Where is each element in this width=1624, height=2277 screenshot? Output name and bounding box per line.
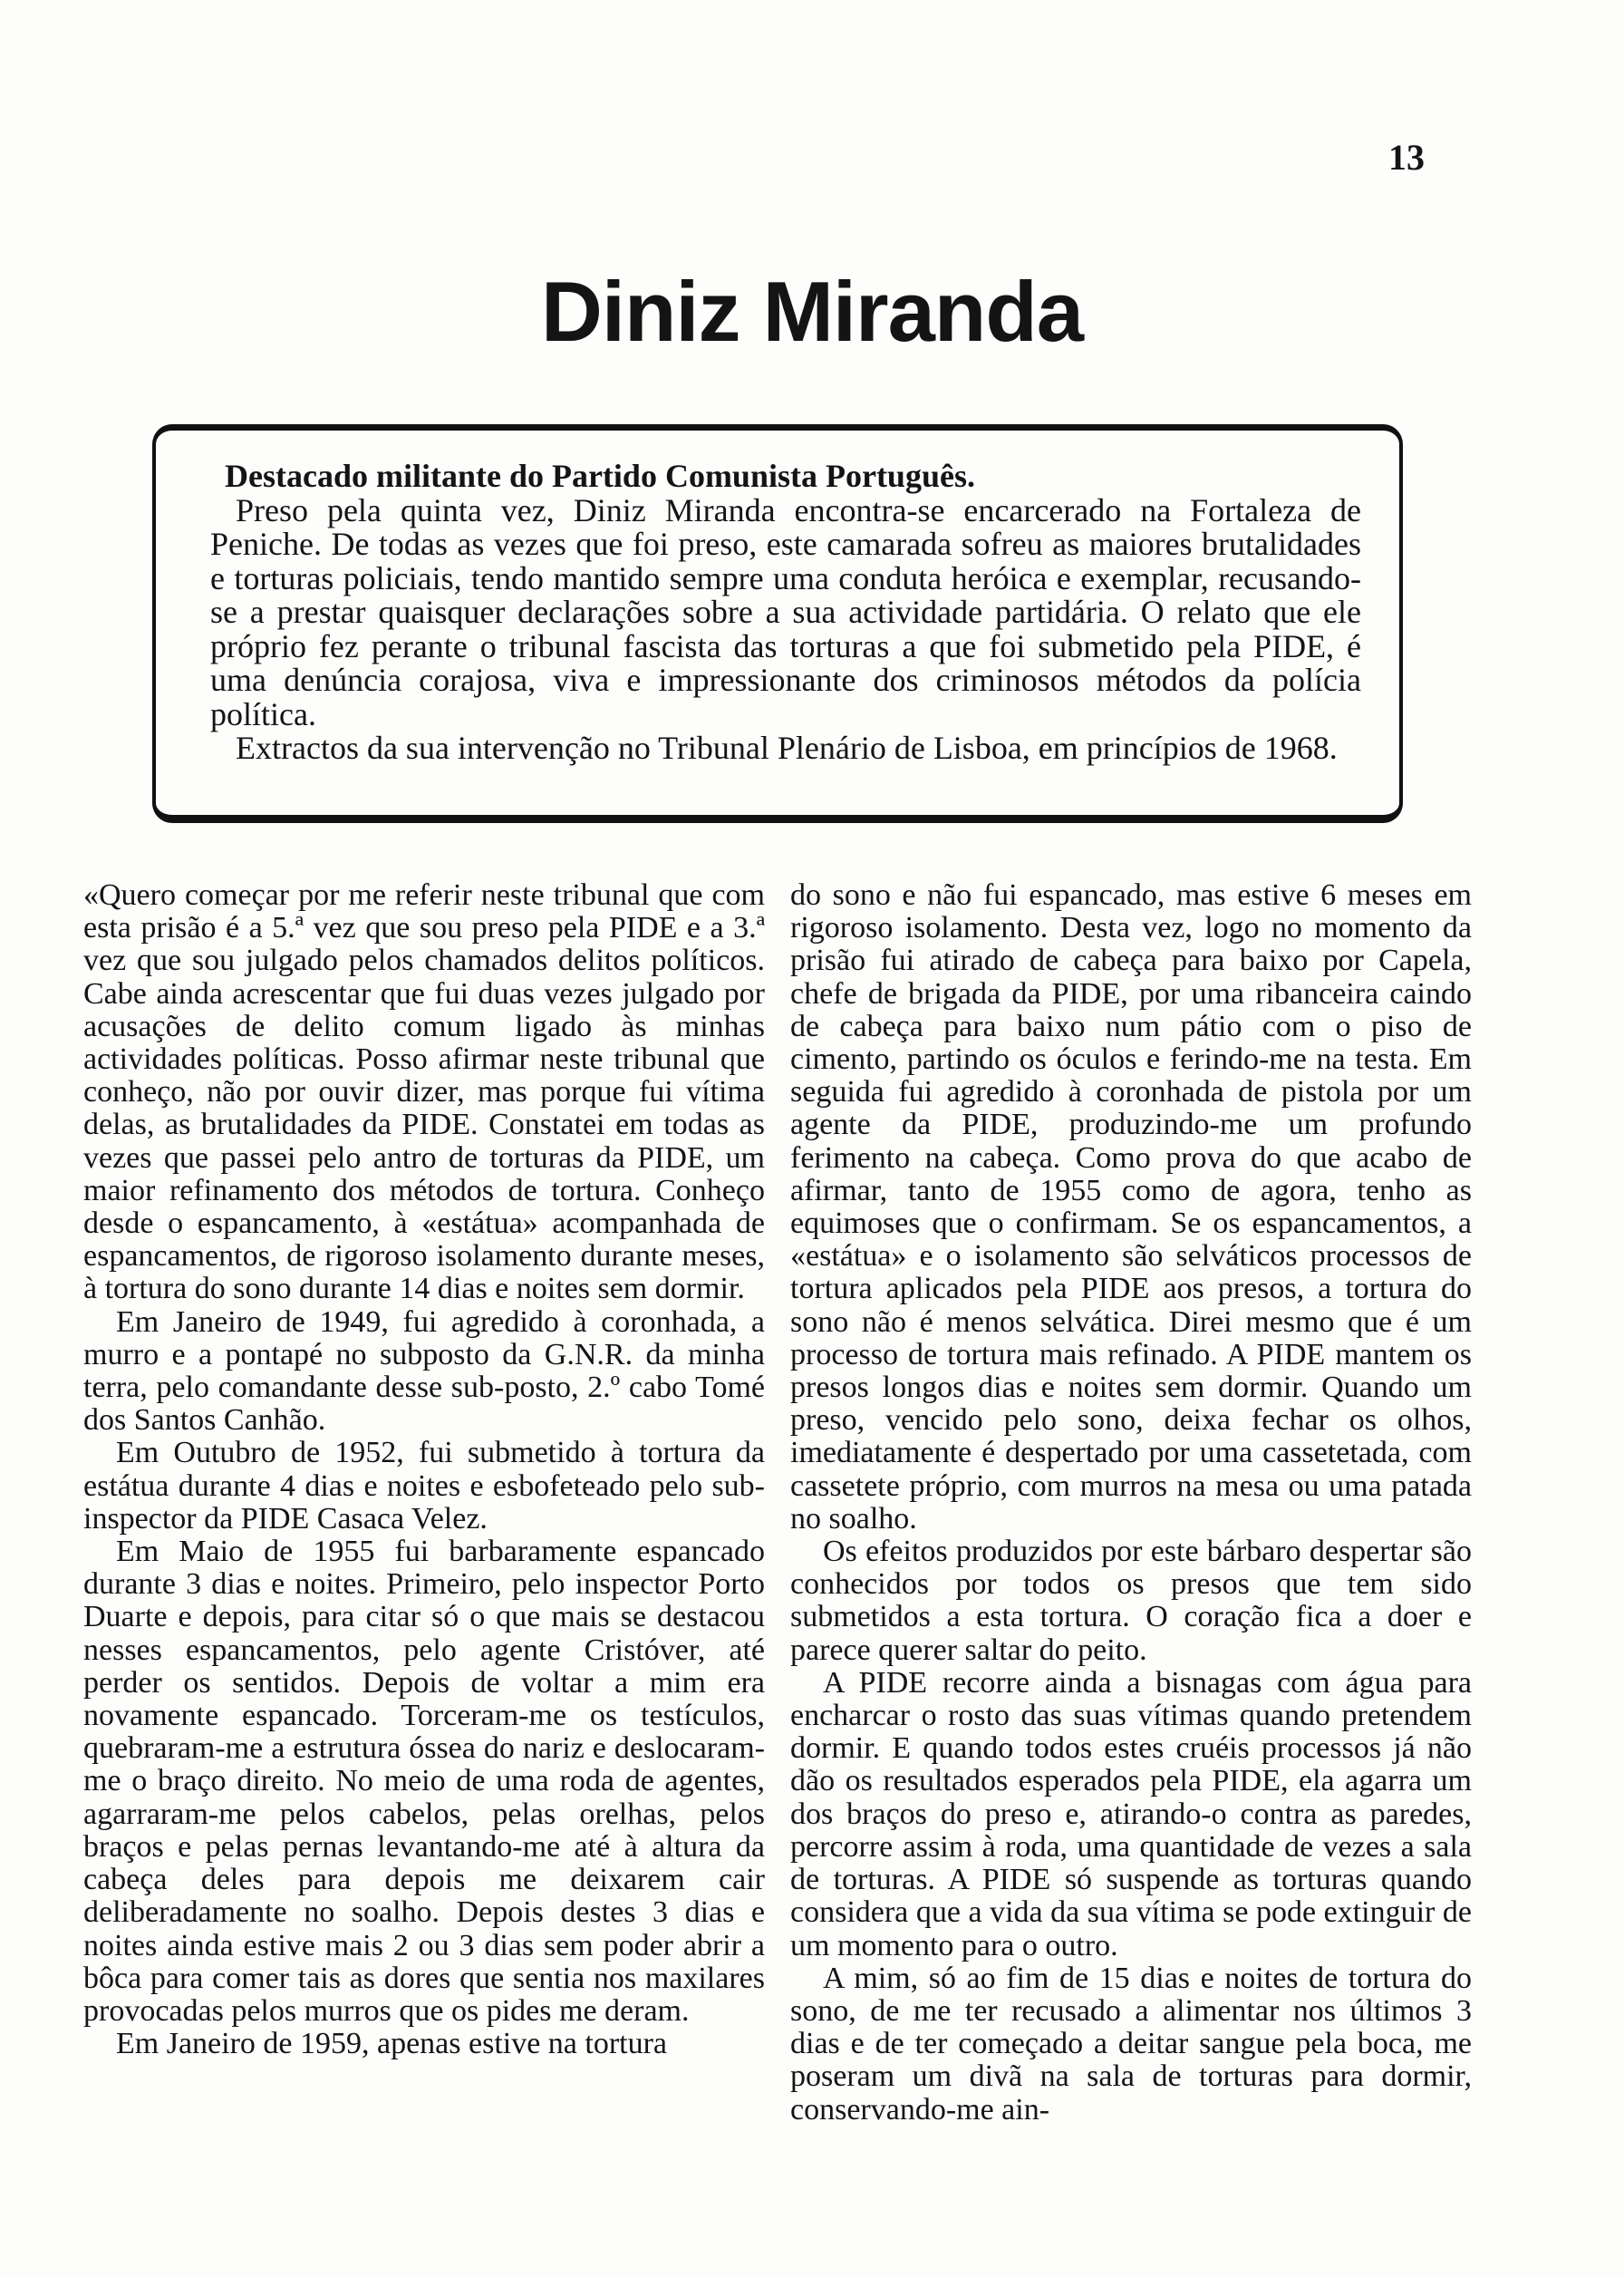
paragraph: Em Maio de 1955 fui barbaramente espancado durante 3 dias e noites. Primeiro, pelo inspector Porto Duarte e depois, para citar só o que mais se destacou nesses espancamentos, pelo agente Cristóver, até perder os sentidos. Depois de voltar a mim era novamente espancado. Torceram-me os testículos, quebraram-me a estrutura óssea do nariz e deslocaram-me o braço direito. No meio de uma roda de agentes, agarraram-me pelos cabelos, pelas orelhas, pelos braços e pelas pernas levantando-me até à altura da cabeça deles para depois me deixarem cair deliberadamente no soalho. Depois destes 3 dias e noites ainda estive mais 2 ou 3 dias sem poder abrir a bôca para comer tais as dores que sentia nos maxilares provocadas pelos murros que os pides me deram.	[83, 1535, 765, 2028]
paragraph: «Quero começar por me referir neste tribunal que com esta prisão é a 5.ª vez que sou preso pela PIDE e a 3.ª vez que sou julgado pelos chamados delitos políticos. Cabe ainda acrescentar que fui duas vezes julgado por acusações de delito comum ligado às minhas actividades políticas. Posso afirmar neste tribunal que conheço, não por ouvir dizer, mas porque fui vítima delas, as brutalidades da PIDE. Constatei em todas as vezes que passei pelo antro de torturas da PIDE, um maior refinamento dos métodos de tortura. Conheço desde o espancamento, à «estátua» acompanhada de espancamentos, de rigoroso isolamento durante meses, à tortura do sono durante 14 dias e noites sem dormir.	[83, 879, 765, 1306]
article-title: Diniz Miranda	[540, 264, 1084, 359]
paragraph: A mim, só ao fim de 15 dias e noites de tortura do sono, de me ter recusado a alimentar nos últimos 3 dias e de ter começado a deitar sangue pela boca, me poseram um divã na sala de torturas para dormir, conservando-me ain-	[790, 1961, 1472, 2127]
paragraph: Em Janeiro de 1959, apenas estive na tortura	[116, 2027, 668, 2061]
paragraph: Em Outubro de 1952, fui submetido à tortura da estátua durante 4 dias e noites e esbofeteado pelo sub-inspector da PIDE Casaca Velez.	[83, 1436, 765, 1536]
article-column-left	[83, 879, 765, 2266]
paragraph: Em Janeiro de 1949, fui agredido à coronhada, a murro e a pontapé no subposto da G.N.R. da minha terra, pelo comandante desse sub-posto, 2.º cabo Tomé dos Santos Canhão.	[83, 1304, 765, 1438]
page-number: 13	[1388, 137, 1425, 178]
intro-body: Preso pela quinta vez, Diniz Miranda encontra-se encarcerado na Fortaleza de Peniche. De todas as vezes que foi preso, este camarada sofreu as maiores brutalidades e torturas policiais, tendo mantido sempre uma conduta heróica e exemplar, recusando-se a prestar quaisquer declarações sobre a sua actividade partidária. O relato que ele próprio fez perante o tribunal fascista das torturas a que foi submetido pela PIDE, é uma denúncia corajosa, viva e impressionante dos criminosos métodos da polícia política.	[210, 491, 1361, 732]
paragraph: Os efeitos produzidos por este bárbaro despertar são conhecidos por todos os presos que tem sido submetidos a esta tortura. O coração fica a doer e parece querer saltar do peito.	[790, 1535, 1472, 1667]
intro-lead: Destacado militante do Partido Comunista Português.	[225, 458, 975, 494]
intro-box	[152, 424, 1403, 823]
paragraph: A PIDE recorre ainda a bisnagas com água para encharcar o rosto das suas vítimas quando pretendem dormir. E quando todos estes cruéis processos já não dão os resultados esperados pela PIDE, ela agarra um dos braços do preso e, atirando-o contra as paredes, percorre assim à roda, uma quantidade de vezes a sala de torturas. A PIDE só suspende as torturas quando considera que a vida da sua vítima se pode extinguir de um momento para o outro.	[790, 1665, 1472, 1962]
intro-source: Extractos da sua intervenção no Tribunal Plenário de Lisboa, em princípios de 1968.	[236, 730, 1338, 766]
article-column-right	[790, 879, 1472, 2266]
paragraph: do sono e não fui espancado, mas estive 6 meses em rigoroso isolamento. Desta vez, logo no momento da prisão fui atirado de cabeça para baixo por Capela, chefe de brigada da PIDE, por uma ribanceira caindo de cabeça para baixo num pátio com o piso de cimento, partindo os óculos e ferindo-me na testa. Em seguida fui agredido à coronhada de pistola por um agente da PIDE, produzindo-me um profundo ferimento na cabeça. Como prova do que acabo de afirmar, tanto de 1955 como de agora, tenho as equimoses que o confirmam. Se os espancamentos, a «estátua» e o isolamento são selváticos processos de tortura aplicados pela PIDE aos presos, a tortura do sono não é menos selvática. Direi mesmo que é um processo de tortura mais refinado. A PIDE mantem os presos longos dias e noites sem dormir. Quando um preso, vencido pelo sono, deixa fechar os olhos, imediatamente é despertado por uma cassetetada, com cassetete próprio, com murros na mesa ou uma patada no soalho.	[790, 879, 1472, 1536]
